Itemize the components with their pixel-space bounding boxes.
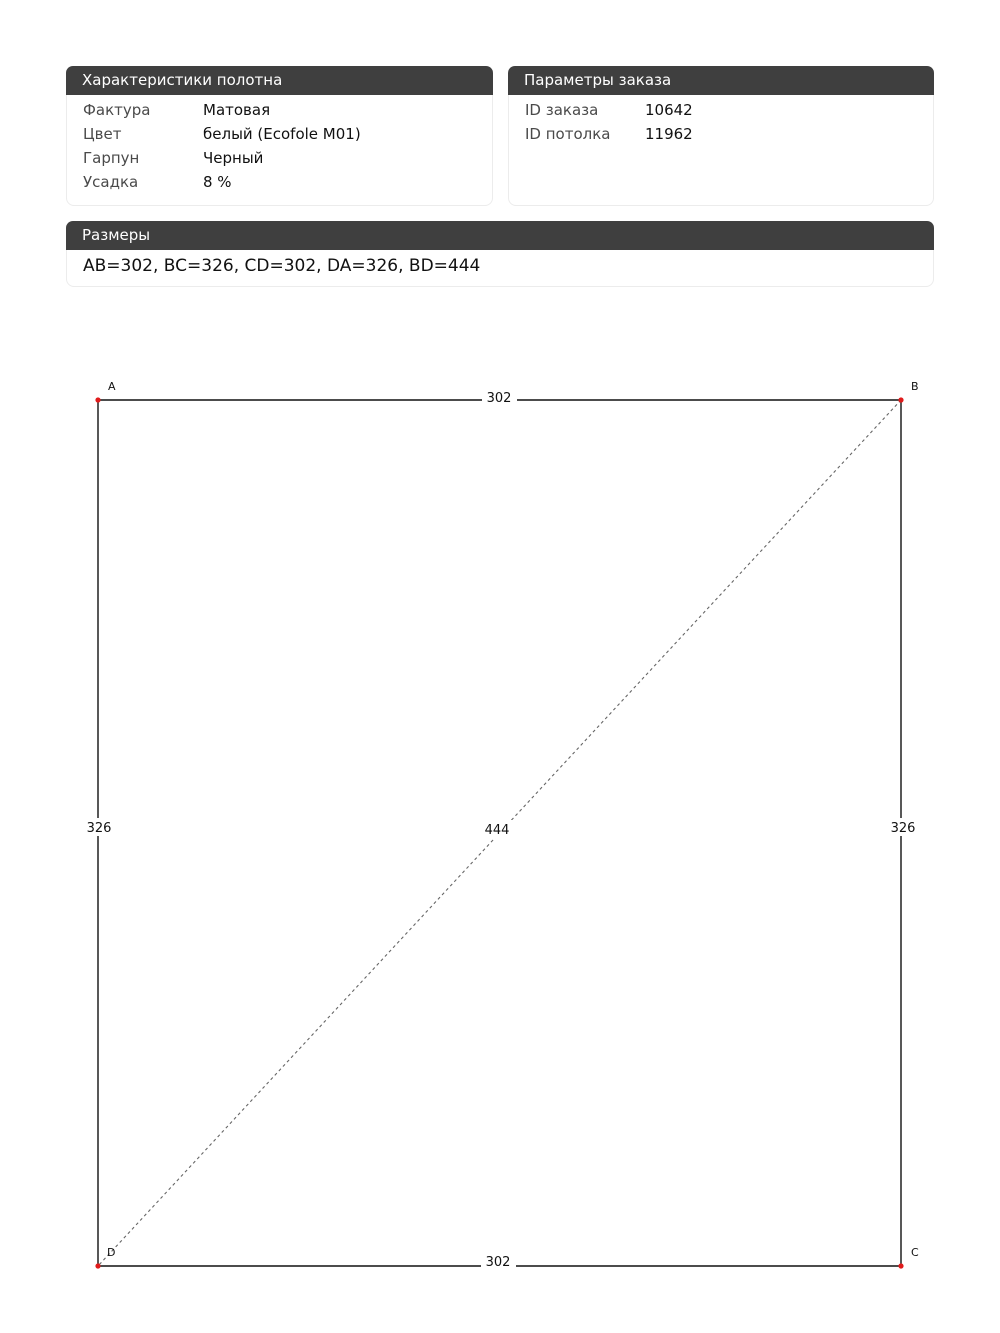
spec-value: Матовая	[203, 101, 271, 119]
diagonal-bd-length: 444	[484, 823, 510, 838]
order-value: 10642	[645, 101, 693, 119]
side-bc-length: 326	[890, 821, 916, 836]
spec-value: Черный	[203, 149, 264, 167]
spec-label: Фактура	[83, 101, 151, 119]
dimensions-summary: AB=302, BC=326, CD=302, DA=326, BD=444	[83, 256, 481, 276]
side-da-length: 326	[86, 821, 112, 836]
spec-label: Цвет	[83, 125, 122, 143]
spec-label: Усадка	[83, 173, 139, 191]
vertex-b-label: B	[911, 380, 919, 393]
order-params-title: Параметры заказа	[508, 66, 934, 95]
side-ab-length: 302	[486, 391, 512, 406]
canvas-specs-title: Характеристики полотна	[66, 66, 493, 95]
vertex-c-marker	[898, 1263, 903, 1268]
spec-value: белый (Ecofole M01)	[203, 125, 361, 143]
side-cd-length: 302	[485, 1255, 511, 1270]
dimensions-title: Размеры	[66, 221, 934, 250]
vertex-a-label: A	[108, 380, 116, 393]
vertex-d-label: D	[107, 1246, 116, 1259]
order-label: ID потолка	[525, 125, 611, 143]
spec-label: Гарпун	[83, 149, 140, 167]
vertex-c-label: C	[911, 1246, 919, 1259]
order-value: 11962	[645, 125, 693, 143]
order-label: ID заказа	[525, 101, 599, 119]
spec-value: 8 %	[203, 173, 232, 191]
vertex-d-marker	[95, 1263, 100, 1268]
vertex-b-marker	[898, 397, 903, 402]
vertex-a-marker	[95, 397, 100, 402]
